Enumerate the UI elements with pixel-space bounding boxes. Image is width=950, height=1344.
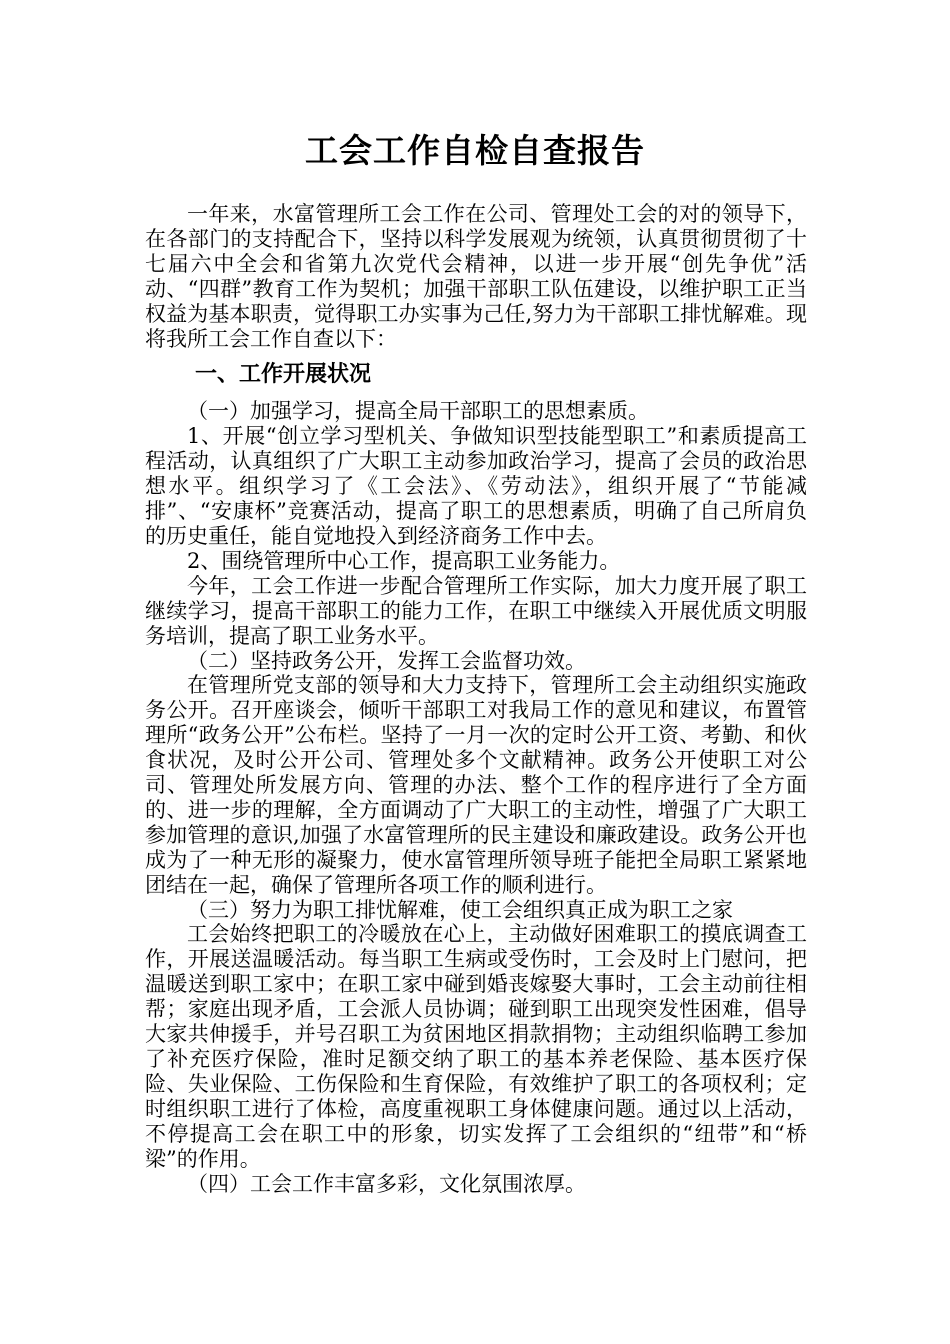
- intro-paragraph: 一年来，水富管理所工会工作在公司、管理处工会的对的领导下，在各部门的支持配合下，坚持以科学发展观为统领，认真贯彻贯彻了十七届六中全会和省第九次党代会精神，以进一步开展“创先争优”活动、“四群”教育工作为契机；加强干部职工队伍建设，以维护职工正当权益为基本职责，觉得职工办实事为己任,努力为干部职工排忧解难。现将我所工会工作自查以下：: [145, 202, 807, 351]
- subsection-heading-3: （三）努力为职工排忧解难，使工会组织真正成为职工之家: [187, 897, 733, 922]
- document-body: [145, 202, 807, 1196]
- subsection-heading-2: （二）坚持政务公开，发挥工会监督功效。: [187, 648, 586, 673]
- subsection-heading-1: （一）加强学习，提高全局干部职工的思想素质。: [187, 399, 649, 424]
- paragraph: 今年，工会工作进一步配合管理所工作实际，加大力度开展了职工继续学习，提高干部职工的能力工作，在职工中继续入开展优质文明服务培训，提高了职工业务水平。: [145, 573, 807, 648]
- paragraph: 工会始终把职工的冷暖放在心上，主动做好困难职工的摸底调查工作，开展送温暖活动。每当职工生病或受伤时，工会及时上门慰问，把温暖送到职工家中；在职工家中碰到婚丧嫁娶大事时，工会主动前往相帮；家庭出现矛盾，工会派人员协调；碰到职工出现突发性困难，倡导大家共伸援手，并号召职工为贫困地区捐款捐物；主动组织临聘工参加了补充医疗保险，准时足额交纳了职工的基本养老保险、基本医疗保险、失业保险、工伤保险和生育保险，有效维护了职工的各项权利；定时组织职工进行了体检，高度重视职工身体健康问题。通过以上活动，不停提高工会在职工中的形象，切实发挥了工会组织的“纽带”和“桥梁”的作用。: [145, 922, 807, 1171]
- paragraph: 2、围绕管理所中心工作，提高职工业务能力。: [187, 548, 621, 573]
- paragraph: 在管理所党支部的领导和大力支持下，管理所工会主动组织实施政务公开。召开座谈会，倾听干部职工对我局工作的意见和建议，布置管理所“政务公开”公布栏。坚持了一月一次的定时公开工资、考勤、和伙食状况，及时公开公司、管理处多个文献精神。政务公开使职工对公司、管理处所发展方向、管理的办法、整个工作的程序进行了全方面的、进一步的理解，全方面调动了广大职工的主动性，增强了广大职工参加管理的意识,加强了水富管理所的民主建设和廉政建设。政务公开也成为了一种无形的凝聚力，使水富管理所领导班子能把全局职工紧紧地团结在一起，确保了管理所各项工作的顺利进行。: [145, 673, 807, 897]
- paragraph: 1、开展“创立学习型机关、争做知识型技能型职工”和素质提高工程活动，认真组织了广大职工主动参加政治学习，提高了会员的政治思想水平。组织学习了《工会法》、《劳动法》，组织开展了“节能减排”、“安康杯”竞赛活动，提高了职工的思想素质，明确了自己所肩负的历史重任，能自觉地投入到经济商务工作中去。: [145, 424, 807, 548]
- document-title: 工会工作自检自查报告: [305, 131, 645, 170]
- subsection-heading-4: （四）工会工作丰富多彩，文化氛围浓厚。: [187, 1171, 586, 1196]
- section-heading: 一、工作开展状况: [195, 362, 372, 388]
